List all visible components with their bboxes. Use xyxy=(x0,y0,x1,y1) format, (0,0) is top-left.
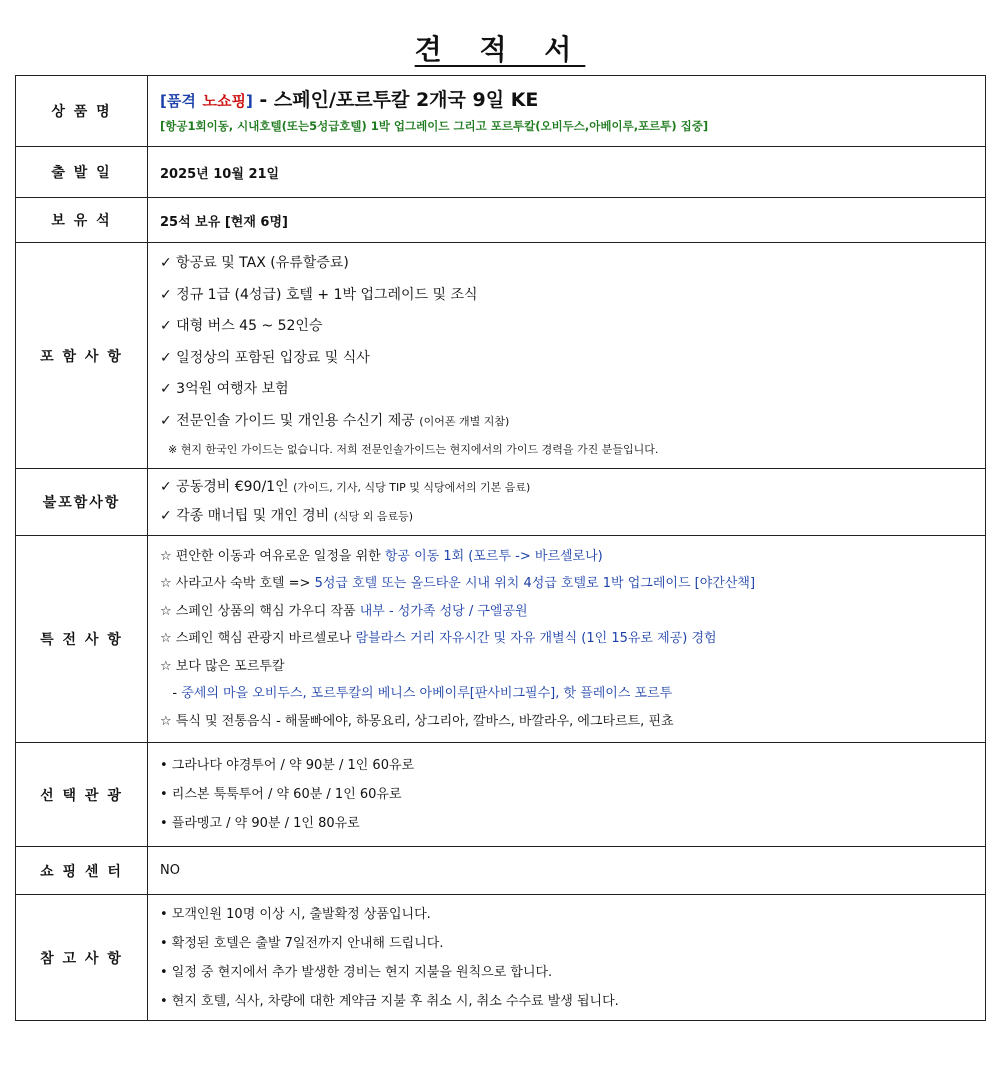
product-subtitle: [항공1회이동, 시내호텔(또는5성급호텔) 1박 업그레이드 그리고 포르투칼(오비두스,아베이루,포르투) 집중] xyxy=(160,118,709,133)
product-label: 상 품 명 xyxy=(16,76,148,147)
list-item: ☆ 특식 및 전통음식 - 해물빠에야, 하몽요리, 상그리아, 깔바스, 바깔라우, 에그타르트, 핀쵸 xyxy=(160,713,674,729)
tag-premium: 품격 xyxy=(166,91,196,110)
list-item: • 플라멩고 / 약 90분 / 1인 80유로 xyxy=(160,816,360,831)
list-item: • 리스본 툭툭투어 / 약 60분 / 1인 60유로 xyxy=(160,787,402,802)
included-label: 포 함 사 항 xyxy=(16,243,148,469)
excluded-cell xyxy=(148,469,986,536)
optional-list xyxy=(160,751,973,838)
product-row xyxy=(16,76,986,147)
notes-row xyxy=(16,895,986,1021)
list-item: ✓ 정규 1급 (4성급) 호텔 + 1박 업그레이드 및 조식 xyxy=(160,286,478,303)
shopping-value: NO xyxy=(148,847,986,895)
list-item: ☆ 보다 많은 포르투칼 xyxy=(160,658,285,674)
list-item: ✓ 일정상의 포함된 입장료 및 식사 xyxy=(160,349,370,366)
included-cell xyxy=(148,243,986,469)
product-name: - 스페인/포르투칼 2개국 9일 KE xyxy=(252,88,539,111)
list-item: • 일정 중 현지에서 추가 발생한 경비는 현지 지불을 원칙으로 합니다. xyxy=(160,964,553,980)
notes-list xyxy=(160,900,973,1016)
list-item: ☆ 스페인 상품의 핵심 가우디 작품 내부 - 성가족 성당 / 구엘공원 xyxy=(160,603,528,619)
special-list xyxy=(160,543,973,736)
product-name-line xyxy=(160,86,973,115)
special-row xyxy=(16,536,986,743)
special-cell xyxy=(148,536,986,743)
tag-no-shopping: 노쇼핑 xyxy=(202,91,246,110)
departure-date: 2025년 10월 21일 xyxy=(148,147,986,198)
list-item: ✓ 각종 매너팁 및 개인 경비 (식당 외 음료등) xyxy=(160,508,414,524)
excluded-list xyxy=(160,473,973,531)
list-item: ✓ 3억원 여행자 보험 xyxy=(160,381,289,397)
list-item: - 중세의 마을 오비두스, 포르투칼의 베니스 아베이루[판사비그필수], 핫 플레이스 포르투 xyxy=(160,686,673,702)
list-item: ✓ 공동경비 €90/1인 (가이드, 기사, 식당 TIP 및 식당에서의 기본 음료) xyxy=(160,479,531,495)
tag-close-bracket: ] xyxy=(245,91,253,110)
optional-row xyxy=(16,743,986,847)
product-cell xyxy=(148,76,986,147)
shopping-label: 쇼 핑 센 터 xyxy=(16,847,148,895)
optional-cell xyxy=(148,743,986,847)
list-item: • 현지 호텔, 식사, 차량에 대한 계약금 지불 후 취소 시, 취소 수수료 발생 됩니다. xyxy=(160,993,619,1009)
notes-cell xyxy=(148,895,986,1021)
list-item: ☆ 사라고사 숙박 호텔 => 5성급 호텔 또는 올드타운 시내 위치 4성급 호텔로 1박 업그레이드 [야간산책] xyxy=(160,576,756,592)
special-label: 특 전 사 항 xyxy=(16,536,148,743)
departure-label: 출 발 일 xyxy=(16,147,148,198)
tag-open-bracket: [ xyxy=(160,91,167,110)
seats-row xyxy=(16,198,986,243)
notes-label: 참 고 사 항 xyxy=(16,895,148,1021)
list-item: ✓ 전문인솔 가이드 및 개인용 수신기 제공 (이어폰 개별 지참) xyxy=(160,412,510,429)
list-item: ✓ 항공료 및 TAX (유류할증료) xyxy=(160,255,349,271)
departure-row xyxy=(16,147,986,198)
seats-label: 보 유 석 xyxy=(16,198,148,243)
list-item: ☆ 스페인 핵심 관광지 바르셀로나 람블라스 거리 자유시간 및 자유 개별식 (1인 15유로 제공) 경험 xyxy=(160,631,717,647)
seats-value: 25석 보유 [현재 6명] xyxy=(148,198,986,243)
list-item: • 그라나다 야경투어 / 약 90분 / 1인 60유로 xyxy=(160,758,415,773)
guide-note: ※ 현지 한국인 가이드는 없습니다. 저희 전문인솔가이드는 현지에서의 가이드 경력을 가진 분들입니다. xyxy=(168,443,659,456)
list-item: • 확정된 호텔은 출발 7일전까지 안내해 드립니다. xyxy=(160,935,444,951)
list-item: ☆ 편안한 이동과 여유로운 일정을 위한 항공 이동 1회 (포르투 -> 바르셀로나) xyxy=(160,548,603,564)
shopping-row xyxy=(16,847,986,895)
document-title: 견 적 서 xyxy=(414,33,586,66)
list-item: ✓ 대형 버스 45 ~ 52인승 xyxy=(160,318,323,334)
included-row xyxy=(16,243,986,469)
optional-label: 선 택 관 광 xyxy=(16,743,148,847)
excluded-label: 불포함사항 xyxy=(16,469,148,536)
excluded-row xyxy=(16,469,986,536)
list-item: • 모객인원 10명 이상 시, 출발확정 상품입니다. xyxy=(160,906,431,922)
quote-table xyxy=(15,75,986,1021)
included-list xyxy=(160,248,973,437)
